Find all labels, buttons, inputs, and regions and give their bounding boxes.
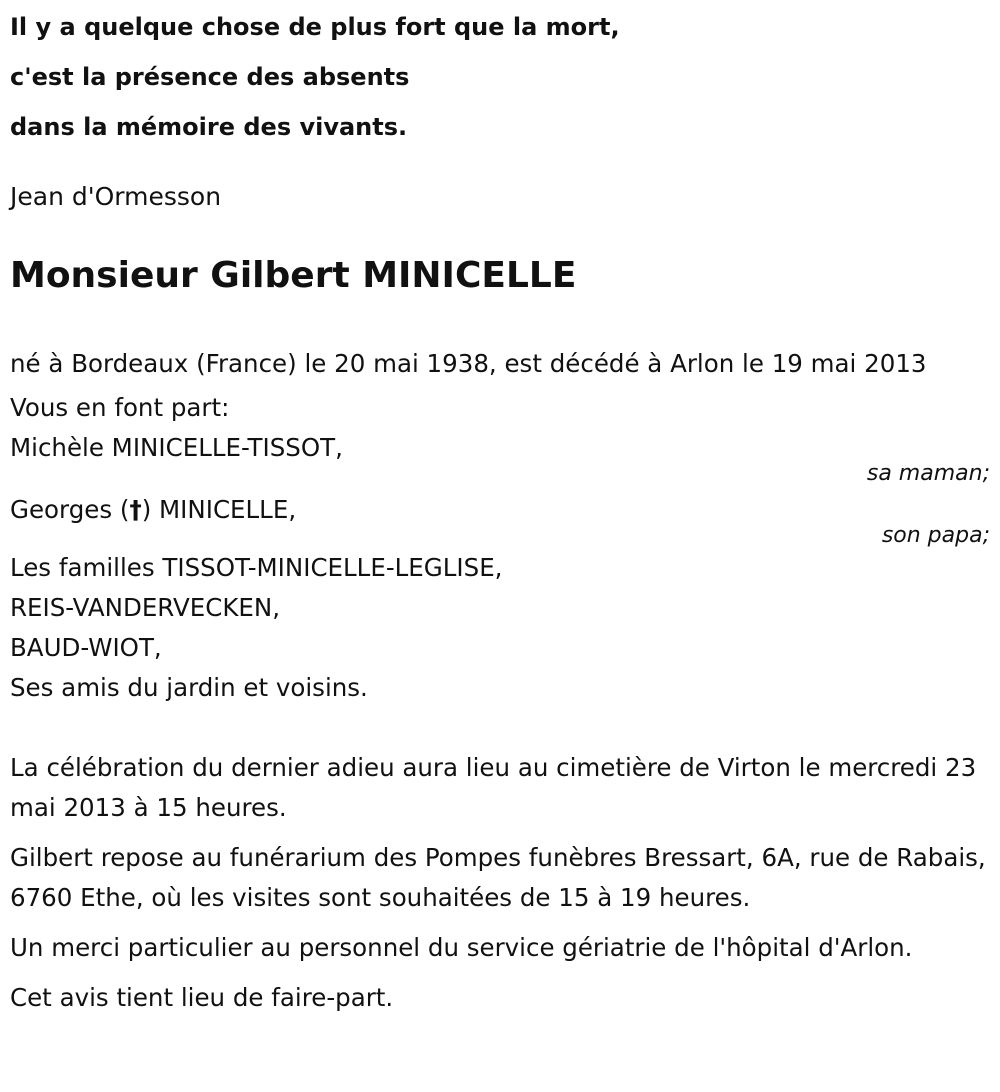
family-line: Ses amis du jardin et voisins. bbox=[10, 673, 368, 702]
birth-death-line: né à Bordeaux (France) le 20 mai 1938, est décédé à Arlon le 19 mai 2013 bbox=[10, 349, 927, 378]
cross-icon: † bbox=[129, 495, 142, 524]
father-relation: son papa; bbox=[881, 523, 990, 548]
quote-author: Jean d'Ormesson bbox=[10, 182, 222, 211]
quote-line-3: dans la mémoire des vivants. bbox=[10, 113, 408, 141]
announcement-intro: Vous en font part: bbox=[10, 393, 230, 422]
funeral-home-paragraph: Gilbert repose au funérarium des Pompes funèbres Bressart, 6A, rue de Rabais, 6760 Ethe, où les visites sont souhaitées de 15 à 19 heures. bbox=[10, 843, 986, 912]
father-suffix: ) MINICELLE, bbox=[141, 495, 297, 524]
father-prefix: Georges ( bbox=[10, 495, 130, 524]
closing-paragraph: Cet avis tient lieu de faire-part. bbox=[10, 983, 394, 1012]
ceremony-paragraph: La célébration du dernier adieu aura lieu au cimetière de Virton le mercredi 23 mai 2013 à 15 heures. bbox=[10, 753, 977, 822]
mother-relation: sa maman; bbox=[866, 461, 990, 486]
quote-line-2: c'est la présence des absents bbox=[10, 63, 410, 91]
quote bbox=[10, 0, 990, 152]
thanks-paragraph: Un merci particulier au personnel du service gériatrie de l'hôpital d'Arlon. bbox=[10, 933, 913, 962]
obituary-notice bbox=[10, 0, 990, 1028]
mother-name: Michèle MINICELLE-TISSOT, bbox=[10, 433, 343, 462]
details bbox=[10, 748, 990, 1018]
deceased-name: Monsieur Gilbert MINICELLE bbox=[10, 255, 577, 296]
family-line: Les familles TISSOT-MINICELLE-LEGLISE, bbox=[10, 553, 503, 582]
family-line: BAUD-WIOT, bbox=[10, 633, 162, 662]
families-list bbox=[10, 548, 990, 708]
spacer bbox=[10, 708, 990, 748]
family-line: REIS-VANDERVECKEN, bbox=[10, 593, 281, 622]
quote-line-1: Il y a quelque chose de plus fort que la mort, bbox=[10, 13, 620, 41]
